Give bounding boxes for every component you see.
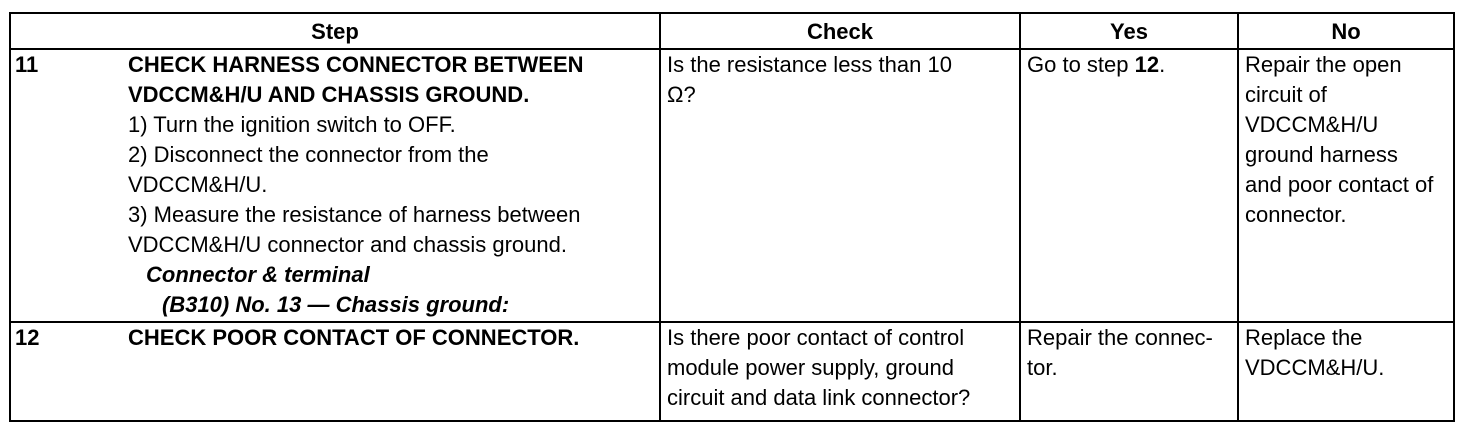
no-line: VDCCM&H/U. bbox=[1245, 355, 1385, 380]
table-header-row bbox=[10, 13, 1454, 49]
substep-line: 2) Disconnect the connector from the bbox=[128, 142, 489, 167]
yes-suffix: . bbox=[1159, 52, 1166, 77]
step-number: 12 bbox=[10, 322, 128, 421]
yes-cell bbox=[1020, 322, 1238, 421]
no-line: VDCCM&H/U bbox=[1245, 112, 1379, 137]
no-line: and poor contact of bbox=[1245, 172, 1434, 197]
check-line: Is there poor contact of control bbox=[667, 325, 965, 350]
step-reference-link: 12 bbox=[1134, 52, 1160, 77]
check-line: circuit and data link connector? bbox=[667, 385, 971, 410]
header-yes: Yes bbox=[1020, 13, 1238, 49]
yes-line: Repair the connec- bbox=[1027, 325, 1213, 350]
step-title-line: CHECK POOR CONTACT OF CONNECTOR. bbox=[128, 325, 580, 350]
connector-label: Connector & terminal bbox=[146, 262, 370, 287]
header-no: No bbox=[1238, 13, 1454, 49]
header-check: Check bbox=[660, 13, 1020, 49]
no-cell bbox=[1238, 322, 1454, 421]
step-title-line: CHECK HARNESS CONNECTOR BETWEEN bbox=[128, 52, 584, 77]
diagnostic-procedure-table bbox=[9, 12, 1455, 422]
step-number: 11 bbox=[10, 49, 128, 322]
no-line: Repair the open bbox=[1245, 52, 1402, 77]
no-line: ground harness bbox=[1245, 142, 1398, 167]
yes-cell bbox=[1020, 49, 1238, 322]
yes-text: Go to step bbox=[1027, 52, 1135, 77]
yes-line: tor. bbox=[1027, 355, 1058, 380]
substep-line: 1) Turn the ignition switch to OFF. bbox=[128, 112, 456, 137]
substep-line: VDCCM&H/U connector and chassis ground. bbox=[128, 232, 567, 257]
substep-line: VDCCM&H/U. bbox=[128, 172, 268, 197]
no-cell bbox=[1238, 49, 1454, 322]
check-cell bbox=[660, 322, 1020, 421]
connector-terminal: (B310) No. 13 — Chassis ground: bbox=[162, 292, 510, 317]
no-line: connector. bbox=[1245, 202, 1347, 227]
step-title-line: VDCCM&H/U AND CHASSIS GROUND. bbox=[128, 82, 530, 107]
table-row-step-11 bbox=[10, 49, 1454, 322]
check-line: Is the resistance less than 10 bbox=[667, 52, 952, 77]
check-cell bbox=[660, 49, 1020, 322]
step-description bbox=[128, 322, 660, 421]
check-line: module power supply, ground bbox=[667, 355, 954, 380]
table-row-step-12 bbox=[10, 322, 1454, 421]
check-line: Ω? bbox=[667, 82, 696, 107]
no-line: Replace the bbox=[1245, 325, 1363, 350]
no-line: circuit of bbox=[1245, 82, 1327, 107]
step-description bbox=[128, 49, 660, 322]
header-step: Step bbox=[10, 13, 660, 49]
substep-line: 3) Measure the resistance of harness between bbox=[128, 202, 581, 227]
